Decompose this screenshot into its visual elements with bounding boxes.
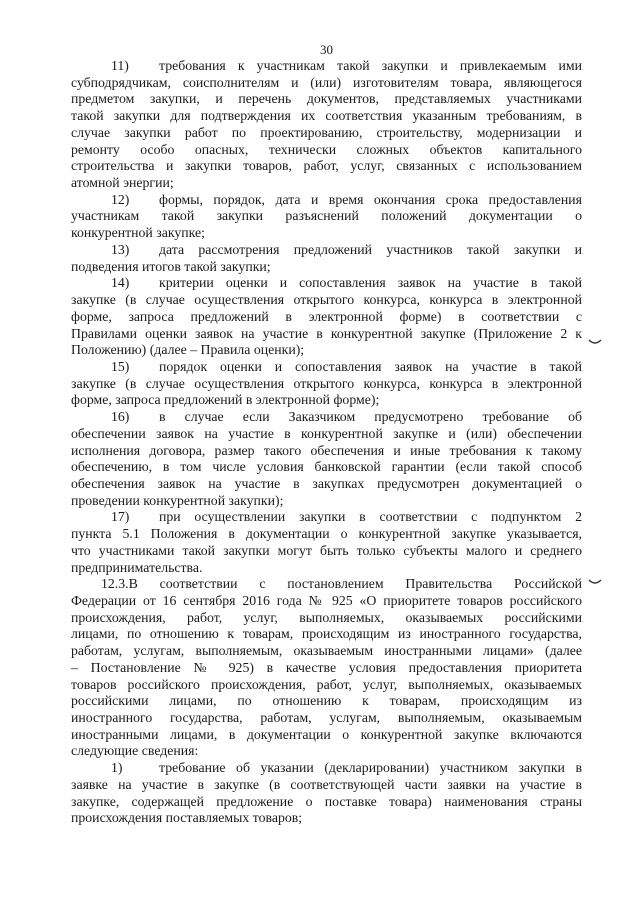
item-number: 12) (111, 191, 130, 207)
list-item (71, 359, 582, 409)
item-number: 1) (111, 760, 123, 776)
list-item-first-line (71, 409, 582, 426)
item-number: 14) (111, 275, 130, 291)
paragraph-line: заявке на участие в закупке (в соответствующей части заявки на участие в (71, 776, 582, 792)
paragraph-line: работам, услугам, выполняемым, оказываемым иностранными лицами» (далее (71, 643, 582, 659)
paragraph-line: при осуществлении закупки в соответствии с подпунктом 2 (159, 509, 582, 525)
list-item (71, 242, 582, 275)
margin-pen-mark (588, 578, 602, 586)
paragraph-line: предметом закупки, и перечень документов, представляемых участниками (71, 91, 582, 107)
paragraph-line: закупке (в случае осуществления открытого конкурса, конкурса в электронной (71, 375, 582, 391)
paragraph-line: – Постановление № 925) в качестве условия предоставления приоритета (71, 659, 582, 675)
item-number: 17) (111, 509, 130, 525)
section-12-3 (71, 576, 582, 760)
paragraph-line: случае закупки работ по проектированию, строительству, модернизации и (71, 124, 582, 140)
paragraph-line: Правилами оценки заявок на участие в конкурентной закупке (Приложение 2 к (71, 325, 582, 341)
margin-pen-mark (588, 338, 602, 346)
list-item-first-line (71, 509, 582, 526)
paragraph-line: конкурентной закупке; (71, 225, 205, 241)
list-item-first-line (71, 359, 582, 376)
paragraph-line: предпринимательства. (71, 559, 203, 575)
paragraph-line: исполнения договора, размер такого обеспечения и иные требования к такому (71, 442, 582, 458)
paragraph-line: иностранными лицами, в документации о конкурентной закупке включаются (71, 726, 582, 742)
list-item-first-line (71, 275, 582, 292)
paragraph-line: требование об указании (декларировании) участником закупки в (159, 760, 582, 776)
paragraph-line: строительства и закупки товаров, работ, услуг, связанных с использованием (71, 158, 582, 174)
item-number: 16) (111, 409, 130, 425)
paragraph-line: Федерации от 16 сентября 2016 года № 925 «О приоритете товаров российского (71, 593, 582, 608)
item-number: 15) (111, 358, 130, 374)
list-item (71, 509, 582, 576)
paragraph-line: следующие сведения: (71, 743, 199, 759)
paragraph-line: обеспечении заявок на участие в конкурентной закупке и (или) обеспечении (71, 425, 582, 441)
document-page (71, 0, 582, 905)
list-item (71, 58, 582, 192)
paragraph-line: проведении конкурентной закупки); (71, 492, 284, 508)
list-item-first-line (71, 242, 582, 259)
paragraph-line: лицами, по отношению к товарам, происходящим из иностранного государства, (71, 626, 582, 642)
paragraph-line: российскими лицами, по отношению к товарам, происходящим из (71, 693, 582, 709)
paragraph-line: происхождения поставляемых товаров; (71, 810, 303, 826)
paragraph-line: ремонту особо опасных, технически сложных объектов капитального (71, 141, 582, 157)
section-heading-line: 12.3.В соответствии с постановлением Правительства Российской (101, 576, 582, 592)
paragraph-line: дата рассмотрения предложений участников такой закупки и (159, 241, 582, 257)
paragraph-line: закупке (в случае осуществления открытого конкурса, конкурса в электронной (71, 292, 582, 308)
paragraph-line: форме, запроса предложений в электронной форме) в соответствии с (71, 308, 582, 324)
paragraph-line: такой закупки для подтверждения их соответствия указанным требованиям, в (71, 108, 582, 124)
list-item (71, 409, 582, 509)
paragraph-line: формы, порядок, дата и время окончания срока предоставления (159, 191, 582, 207)
paragraph-line: товаров российского происхождения, работ, услуг, выполняемых, оказываемых (71, 676, 582, 692)
item-number: 13) (111, 241, 130, 257)
list-item-first-line (71, 192, 582, 209)
paragraph-line: участникам такой закупки разъяснений положений документации о (71, 208, 582, 224)
list-item (71, 760, 582, 827)
paragraph-line: субподрядчикам, соисполнителям и (или) изготовителям товара, являющегося (71, 74, 582, 90)
paragraph-line: обеспечению, в том числе условия банковской гарантии (если такой способ (71, 459, 582, 475)
paragraph-line: Положению) (далее – Правила оценки); (71, 342, 305, 358)
paragraph-line: порядок оценки и сопоставления заявок на участие в такой (159, 358, 582, 374)
paragraph-line: пункта 5.1 Положения в документации о конкурентной закупке указывается, (71, 526, 582, 542)
list-item-first-line (71, 760, 582, 777)
paragraph-line: подведения итогов такой закупки; (71, 258, 271, 274)
list-item (71, 192, 582, 242)
paragraph-line: в случае если Заказчиком предусмотрено требование об (159, 409, 582, 425)
document-body (71, 58, 582, 827)
paragraph-line: происхождения, работ, услуг, выполняемых, оказываемых российскими (71, 609, 582, 625)
list-item-first-line (71, 58, 582, 75)
paragraph-line: обеспечения заявок на участие в закупках предусмотрен документацией о (71, 475, 582, 491)
paragraph-line: что участниками такой закупки могут быть только субъекты малого и среднего (71, 542, 582, 558)
paragraph-line: атомной энергии; (71, 175, 174, 191)
item-number: 11) (111, 58, 129, 73)
paragraph-line: критерии оценки и сопоставления заявок на участие в такой (159, 275, 582, 291)
paragraph-line: закупке, содержащей предложение о поставке товара) наименования страны (71, 793, 582, 809)
paragraph-line: требования к участникам такой закупки и привлекаемым ими (159, 58, 582, 73)
paragraph-line: форме, запроса предложений в электронной форме); (71, 392, 380, 408)
paragraph-line: иностранного государства, работам, услугам, выполняемым, оказываемым (71, 710, 582, 726)
list-item (71, 275, 582, 359)
page-number: 30 (320, 42, 333, 57)
